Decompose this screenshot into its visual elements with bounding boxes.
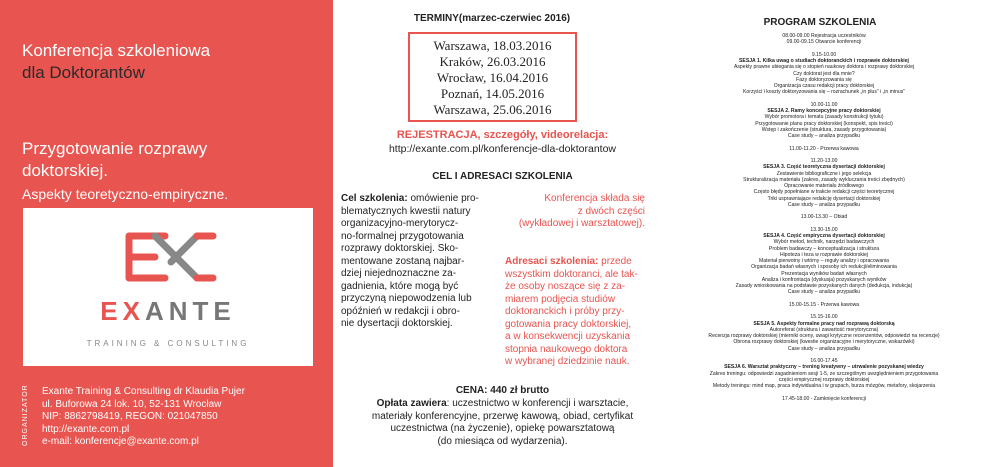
program-line: 08.00-09.00 Rejestracja uczestników [782, 33, 866, 39]
program-line: 09.00-09.15 Otwarcie konferencji [786, 39, 862, 46]
audience-first-line [505, 256, 643, 269]
program-line: Analiza i konfrontacja (dyskusja) pozyskanych wyników [761, 276, 887, 283]
program-title: PROGRAM SZKOLENIA [763, 17, 877, 28]
program-line: 13.30-15.00 [810, 226, 838, 233]
event-date: Wrocław, 16.04.2016 [436, 70, 549, 85]
program-line: Opracowanie materiału źródłowego [784, 183, 864, 189]
event-date: Warszawa, 25.06.2016 [433, 102, 552, 117]
program-line: SESJA 6. Warsztat praktyczny – trening kreatywny – utrwalenie pozyskanej wiedzy [724, 364, 924, 371]
audience-text-line: wszystkim doktoranci, ale tak- [505, 268, 638, 280]
program-line: 11.00-11.20 - Przerwa kawowa [789, 145, 859, 152]
program-line: Organizacja badań własnych i sposoby ich redukcji/eliminowania [751, 264, 897, 271]
goal-text-line: dziej niejednoznaczne za- [341, 268, 457, 279]
goal-text-line: nie dysertacji doktorskiej. [341, 318, 453, 329]
goal-text-line: no-formalnej przygotowania [341, 230, 464, 242]
program-line: 11.20-13.00 [810, 158, 838, 164]
goal-label: Cel szkolenia: [341, 193, 408, 204]
registration-url[interactable]: http://exante.com.pl/konferencje-dla-doktorantow [388, 143, 617, 155]
goal-text-line: opóźnień w redakcji i obro- [341, 305, 460, 317]
program-line: 9.15-10.00 [811, 51, 837, 58]
structure-note-line: (wykładowej i warsztatowej). [518, 218, 645, 229]
conference-title-line2: dla Doktorantów [22, 63, 145, 82]
audience-first-text: przede [598, 256, 632, 267]
goal-text-line: rozprawy doktorskiej. Sko- [341, 243, 459, 254]
program-line: SESJA 4. Część empiryczna dysertacji doktorskiej [763, 233, 885, 239]
program-line: Zestawienie bibliograficzne i jego selekcja [776, 170, 872, 177]
organizer-info-line: ul. Buforowa 24 lok. 10, 52-131 Wrocław [42, 398, 222, 410]
program-line: Wybór promotora i tematu (zasady konstrukcji tytułu) [764, 114, 884, 121]
exante-logo [23, 208, 313, 366]
program-line: Przygotowanie planu pracy doktorskiej (konspekt, spis treści) [755, 120, 893, 127]
program-line: Problem badawczy – konceptualizacja i struktura [768, 245, 880, 252]
topic-heading-line1: Przygotowanie rozprawy [22, 139, 208, 158]
program-line: Korzyści i koszty doktoryzowania się – rozrachunek „in plus” i „in minus” [743, 89, 905, 96]
logo-ante: ANTE [144, 296, 236, 326]
program-line: 15.00-15.15 - Przerwa kawowa [788, 301, 860, 308]
program-line: Case study – analiza przypadku [787, 289, 861, 296]
goal-section-title: CEL I ADRESACI SZKOLENIA [432, 171, 573, 182]
program-line: SESJA 1. Kilka uwag o studiach doktoranckich i rozprawie doktorskiej [739, 58, 909, 64]
goal-text-line: blematycznych kwestii natury [341, 205, 471, 217]
program-line: Zakres treningu: odpowiedzi zagadnieniom sesji 1-5, ze szczególnym uwzględnieniem przygotowania [709, 370, 939, 377]
program-line: Strukturalizacja materiału (zakres, zasady wykluczania treści zbędnych) [743, 176, 905, 183]
program-line: Fazy doktoryzowania się [796, 76, 852, 83]
program-line: 13.00-13.30 – Obiad [800, 214, 848, 221]
program-line: Wstęp i zakończenie (struktura, zasady przygotowania) [761, 126, 887, 133]
audience-text-line: w wybranej dziedzinie nauk. [505, 356, 630, 367]
program-line: części empirycznej rozprawy doktorskiej [778, 376, 870, 383]
price-includes-label: Opłata zawiera [376, 398, 447, 409]
program-line: Case study – analiza przypadku [787, 133, 861, 139]
audience-text-line: a w konsekwencji uzyskania [505, 331, 631, 342]
program-line: Materiał pierwotny i wtórny – reguły analizy i opracowania [759, 258, 889, 264]
price-includes-first-line [350, 398, 655, 411]
logo-tagline: TRAINING & CONSULTING [86, 339, 250, 348]
event-date: Poznań, 14.05.2016 [440, 86, 545, 101]
price-includes-line: (do miesiąca od wydarzenia). [437, 435, 568, 447]
price-includes-first-text: : uczestnictwo w konferencji i warsztacie, [446, 398, 629, 409]
program-line: Wybór metod, technik, narzędzi badawczych [773, 239, 875, 246]
organizer-info-line: http://exante.com.pl [42, 423, 130, 435]
goal-text-line: organizacyjno-merytorycz- [341, 218, 459, 229]
program-line: Autoreferat (struktura i zawartość merytoryczna) [769, 326, 879, 333]
program-line: Prezentacja wyników badań własnych [781, 270, 867, 277]
left-panel [0, 0, 333, 467]
program-line: SESJA 2. Ramy koncepcyjne pracy doktorskiej [767, 108, 881, 114]
conference-title-line1: Konferencja szkoleniowa [22, 41, 211, 60]
goal-first-line [341, 193, 503, 206]
topic-heading-line2: doktorskiej. [22, 161, 108, 180]
event-date: Kraków, 26.03.2016 [439, 54, 546, 69]
structure-note-line: Konferencja składa się [544, 193, 645, 204]
price-includes-line: uczestnictwa (na życzenie), opiekę powarsztatową [390, 423, 615, 434]
ex-monogram-icon [23, 208, 313, 298]
program-line: Case study – analiza przypadku [787, 201, 861, 208]
audience-label: Adresaci szkolenia: [505, 256, 599, 267]
organizer-info-line: NIP: 8862798419, REGON: 021047850 [42, 411, 218, 423]
structure-note-line: z dwóch części [577, 205, 645, 217]
program-line: Triki usprawniające redakcję dysertacji doktorskiej [767, 195, 881, 202]
registration-label: REJESTRACJA, szczegóły, videorelacja: [396, 129, 609, 141]
program-line: 15.15-16.00 [810, 314, 838, 321]
program-line: 10.00-11.00 [810, 101, 838, 108]
program-line: SESJA 3. Część teoretyczna dysertacji doktorskiej [763, 164, 885, 171]
program-line: Case study – analiza przypadku [787, 345, 861, 352]
program-line: Często błędy popełniane w trakcie redakcji części teoretycznej [753, 189, 895, 196]
audience-text-line: gotowania pracy doktorskiej, [505, 318, 632, 330]
program-line: 16.00-17.45 [810, 358, 838, 364]
program-line: 17.45-18.00 - Zamknięcie konferencji [782, 395, 866, 402]
price-includes-line: materiały konferencyjne, przerwę kawową, obiad, certyfikat [371, 410, 634, 422]
goal-text-line: mentowane zostaną najbar- [341, 255, 465, 267]
program-line: Metody treningu: mind map, praca indywidualna i w grupach, burza mózgów, metafory, skojarzenia [712, 383, 936, 389]
program-line: SESJA 5. Aspekty formalne pracy nad rozprawą doktorską [753, 320, 895, 327]
goal-text-line: gadnienia, które mogą być [341, 280, 459, 292]
audience-text-line: doktoranckich i próby przy- [505, 306, 625, 317]
program-line: Czy doktorat jest dla mnie? [793, 70, 855, 77]
dates-title: TERMINY(marzec-czerwiec 2016) [413, 13, 571, 24]
audience-text-line: stopnia naukowego doktora [505, 343, 628, 355]
logo-wordmark [23, 296, 313, 327]
organizer-info-line: Exante Training & Consulting dr Klaudia Pujer [42, 386, 245, 397]
program-line: Organizacja czasu redakcji pracy doktorskiej [773, 83, 875, 89]
audience-text-line: miarem podjęcia studiów [505, 293, 616, 305]
topic-subheading: Aspekty teoretyczno-empiryczne. [22, 186, 229, 202]
goal-text-line: przyczyną niepowodzenia lub [341, 293, 472, 304]
program-line: Zasady wnioskowania na podstawie pozyskanych danych (dedukcja, indukcja) [735, 283, 913, 289]
program-line: Recenzja rozprawy doktorskiej (mierniki oceny, uwagi krytyczne recenzentów, odpowiedzi na recenzje) [708, 333, 940, 339]
organizer-info-line: e-mail: konferencje@exante.com.pl [42, 436, 199, 448]
event-date: Warszawa, 18.03.2016 [433, 38, 552, 53]
program-line: Obrona rozprawy doktorskiej (kwestie organizacyjne i merytoryczne, wskazówki) [733, 339, 915, 346]
goal-first-text: omówienie pro- [407, 193, 479, 204]
program-line: Hipoteza i teza w rozprawie doktorskiej [779, 251, 869, 258]
audience-text-line: że osoby noszące się z za- [505, 281, 626, 292]
organizator-label: ORGANIZATOR [22, 384, 29, 446]
program-line: Aspekty prawne ubiegania się o stopień naukowy doktora i rozprawy doktorskiej [733, 64, 915, 71]
price-title: CENA: 440 zł brutto [455, 385, 550, 396]
logo-ex: EX [100, 296, 145, 326]
